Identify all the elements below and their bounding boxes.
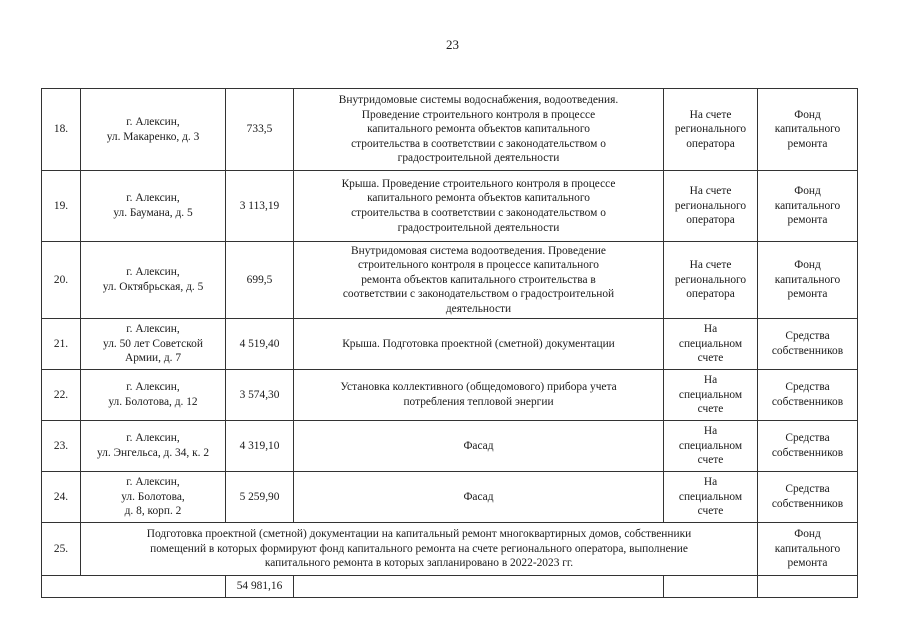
row-number: 24. <box>42 472 81 523</box>
source-line: собственников <box>771 396 844 408</box>
address-cell <box>81 242 226 319</box>
summary-text-line: помещений в которых формируют фонд капитального ремонта на счете регионального оператора, выполнение <box>150 542 688 555</box>
work-type-cell <box>294 171 664 242</box>
source-line: капитального <box>774 123 841 136</box>
work-line: Проведение строительного контроля в процессе <box>361 108 596 121</box>
source-line: ремонта <box>787 137 828 150</box>
address-line: г. Алексин, <box>126 381 180 394</box>
source-line: собственников <box>771 345 844 357</box>
work-line: соответствии с законодательством о градостроительной <box>342 288 615 301</box>
account-line: счете <box>697 352 724 365</box>
table-row <box>42 319 858 370</box>
row-number: 19. <box>42 171 81 242</box>
area-cell: 3 113,19 <box>226 171 294 242</box>
area-cell: 5 259,90 <box>226 472 294 523</box>
work-type-cell <box>294 319 664 370</box>
address-line: г. Алексин, <box>126 432 180 445</box>
funding-source-cell <box>758 242 858 319</box>
account-line: счете <box>697 403 724 416</box>
account-cell <box>664 89 758 171</box>
account-line: оператора <box>686 214 735 227</box>
work-line: потребления тепловой энергии <box>403 396 554 408</box>
row-number: 21. <box>42 319 81 370</box>
work-line: строительного контроля в процессе капитального <box>358 259 599 272</box>
account-line: регионального <box>674 273 747 286</box>
address-line: ул. Октябрьская, д. 5 <box>102 281 204 293</box>
work-line: Фасад <box>463 490 494 503</box>
account-line: оператора <box>686 137 735 150</box>
summary-text-line: капитального ремонта в которых запланировано в 2022-2023 гг. <box>264 557 574 570</box>
account-cell <box>664 319 758 370</box>
address-line: ул. Болотова, <box>121 490 185 503</box>
account-line: На <box>703 425 718 438</box>
account-line: На <box>703 476 718 489</box>
source-line: Фонд <box>794 185 821 198</box>
work-type-cell <box>294 370 664 421</box>
table-row <box>42 472 858 523</box>
account-line: На счете <box>689 185 732 198</box>
work-type-cell <box>294 421 664 472</box>
source-line: ремонта <box>787 557 828 570</box>
work-line: Крыша. Проведение строительного контроля в процессе <box>341 177 616 190</box>
address-line: г. Алексин, <box>126 323 180 336</box>
account-line: счете <box>697 454 724 467</box>
source-line: ремонта <box>787 288 828 301</box>
address-cell <box>81 472 226 523</box>
source-line: капитального <box>774 542 841 555</box>
address-line: Армии, д. 7 <box>124 352 182 365</box>
row-number: 20. <box>42 242 81 319</box>
address-cell <box>81 319 226 370</box>
address-cell <box>81 89 226 171</box>
total-label-cell <box>42 576 226 598</box>
account-line: специальном <box>678 388 743 401</box>
work-line: Фасад <box>463 439 494 452</box>
source-line: Фонд <box>794 259 821 272</box>
address-line: г. Алексин, <box>126 266 180 279</box>
page-number: 23 <box>446 37 459 52</box>
account-line: На <box>703 323 718 336</box>
source-line: собственников <box>771 447 844 459</box>
address-cell <box>81 171 226 242</box>
address-cell <box>81 370 226 421</box>
source-line: Средства <box>785 330 830 343</box>
empty-cell <box>758 576 858 598</box>
total-row <box>42 576 858 598</box>
account-line: На счете <box>689 259 732 272</box>
account-line: оператора <box>686 288 735 301</box>
work-type-cell <box>294 472 664 523</box>
account-line: регионального <box>674 199 747 212</box>
row-number: 25. <box>42 523 81 576</box>
account-cell <box>664 171 758 242</box>
funding-source-cell <box>758 472 858 523</box>
address-line: ул. Макаренко, д. 3 <box>106 130 200 143</box>
work-type-cell <box>294 242 664 319</box>
table-row <box>42 421 858 472</box>
work-type-cell <box>294 89 664 171</box>
source-line: собственников <box>771 498 844 510</box>
account-cell <box>664 472 758 523</box>
account-line: На счете <box>689 108 732 121</box>
table-body <box>42 89 858 598</box>
work-line: капитального ремонта объектов капитального <box>367 123 590 136</box>
table-row <box>42 171 858 242</box>
table-row <box>42 370 858 421</box>
account-cell <box>664 242 758 319</box>
work-line: строительства в соответствии с законодательством о <box>351 137 606 150</box>
work-line: Внутридомовые системы водоснабжения, водоотведения. <box>338 94 619 107</box>
total-area-cell: 54 981,16 <box>226 576 294 598</box>
account-cell <box>664 370 758 421</box>
funding-source-cell <box>758 370 858 421</box>
account-line: специальном <box>678 337 743 350</box>
address-line: г. Алексин, <box>126 476 180 489</box>
area-cell: 4 319,10 <box>226 421 294 472</box>
row-number: 22. <box>42 370 81 421</box>
source-line: Фонд <box>794 108 821 121</box>
area-cell: 733,5 <box>226 89 294 171</box>
table-row <box>42 242 858 319</box>
work-line: Внутридомовая система водоотведения. Проведение <box>351 244 606 257</box>
source-line: Средства <box>785 381 830 394</box>
area-cell: 3 574,30 <box>226 370 294 421</box>
source-line: капитального <box>774 273 841 286</box>
address-line: ул. Болотова, д. 12 <box>108 396 198 408</box>
account-line: регионального <box>674 123 747 136</box>
funding-source-cell <box>758 89 858 171</box>
empty-cell <box>294 576 664 598</box>
work-line: Установка коллективного (общедомового) прибора учета <box>340 381 617 394</box>
area-cell: 4 519,40 <box>226 319 294 370</box>
work-line: строительства в соответствии с законодательством о <box>351 207 606 219</box>
work-line: ремонта объектов капитального строительства в <box>361 273 596 286</box>
work-line: капитального ремонта объектов капитального <box>367 192 590 205</box>
source-line: Фонд <box>794 528 821 541</box>
address-line: ул. Энгельса, д. 34, к. 2 <box>96 447 210 459</box>
repair-register-table <box>41 88 858 598</box>
address-line: г. Алексин, <box>126 192 180 205</box>
row-number: 18. <box>42 89 81 171</box>
account-line: На <box>703 374 718 387</box>
funding-source-cell <box>758 421 858 472</box>
work-line: Крыша. Подготовка проектной (сметной) документации <box>342 337 615 350</box>
work-line: градостроительной деятельности <box>397 152 560 165</box>
source-line: ремонта <box>787 214 828 227</box>
source-line: Средства <box>785 432 830 445</box>
source-line: Средства <box>785 483 830 496</box>
address-cell <box>81 421 226 472</box>
table-row <box>42 89 858 171</box>
row-number: 23. <box>42 421 81 472</box>
account-cell <box>664 421 758 472</box>
address-line: ул. Баумана, д. 5 <box>113 207 193 219</box>
funding-source-cell <box>758 171 858 242</box>
account-line: специальном <box>678 439 743 452</box>
summary-text-cell <box>81 523 758 576</box>
summary-text-line: Подготовка проектной (сметной) документации на капитальный ремонт многоквартирных домов, собственники <box>146 528 692 541</box>
area-cell: 699,5 <box>226 242 294 319</box>
funding-source-cell <box>758 319 858 370</box>
address-line: г. Алексин, <box>126 115 180 128</box>
funding-source-cell <box>758 523 858 576</box>
account-line: счете <box>697 505 724 518</box>
address-line: ул. 50 лет Советской <box>103 337 203 350</box>
empty-cell <box>664 576 758 598</box>
work-line: градостроительной деятельности <box>397 221 560 234</box>
summary-row <box>42 523 858 576</box>
source-line: капитального <box>774 199 841 212</box>
work-line: деятельности <box>445 302 512 315</box>
address-line: д. 8, корп. 2 <box>124 505 182 518</box>
account-line: специальном <box>678 490 743 503</box>
